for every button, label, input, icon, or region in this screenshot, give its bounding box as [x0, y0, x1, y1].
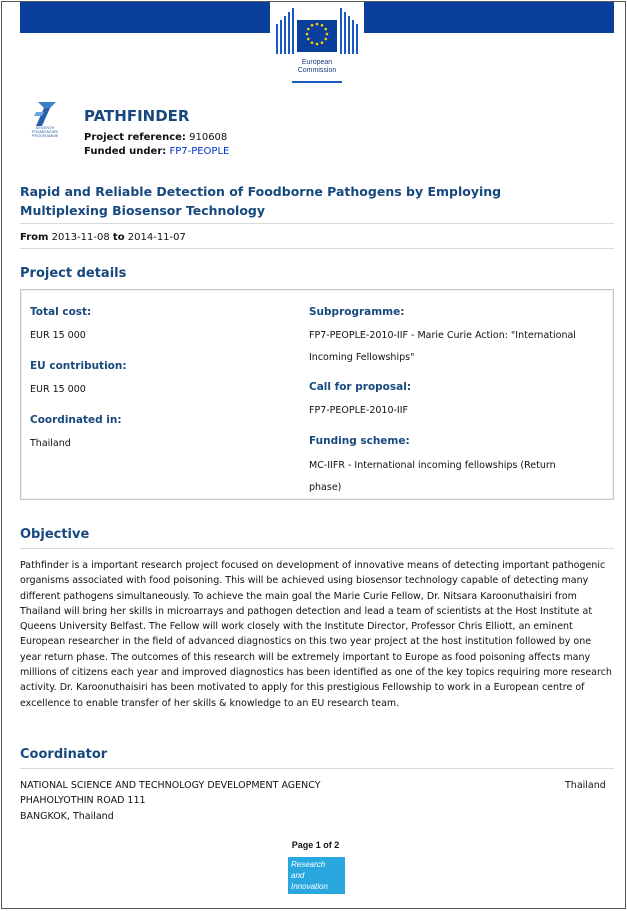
- call-for-proposal-value: FP7-PEOPLE-2010-IIF: [309, 405, 408, 416]
- from-date: 2013-11-08: [51, 232, 110, 243]
- document-page: [1, 1, 626, 909]
- project-dates: [20, 232, 186, 243]
- project-details-box: [20, 289, 614, 500]
- divider: [20, 223, 614, 224]
- coordinator-city: BANGKOK, Thailand: [20, 810, 114, 822]
- divider: [20, 768, 614, 769]
- project-reference: [84, 132, 227, 143]
- coordinated-in-value: Thailand: [30, 438, 71, 449]
- coordinated-in-label: Coordinated in:: [30, 414, 122, 426]
- divider: [20, 248, 614, 249]
- project-reference-label: Project reference:: [84, 132, 186, 143]
- ec-logo-text: [270, 59, 364, 75]
- page-number: Page 1 of 2: [291, 840, 340, 850]
- ri-logo-line2: and Innovation: [291, 871, 328, 891]
- from-label: From: [20, 232, 49, 243]
- call-for-proposal-label: Call for proposal:: [309, 381, 412, 393]
- research-and-innovation-logo: [288, 857, 345, 894]
- coordinator-heading: Coordinator: [20, 747, 108, 762]
- eu-contribution-label: EU contribution:: [30, 360, 127, 372]
- project-acronym: PATHFINDER: [84, 107, 190, 125]
- project-details-heading: Project details: [20, 266, 127, 281]
- objective-text: Pathfinder is a important research project focused on development of innovative means of detecting important pathogenic organisms associated with food poisoning. This will be achieved using biosensor technology capable of detecting many different pathogens simultaneously. To achieve the main goal the Marie Curie Fellow, Dr. Nitsara Karoonuthaisiri from Thailand will bring her skills in microarrays and pathogen detection and lead a team of scientists at the Host Institute at Queens University Belfast. The Fellow will work closely with the Institute Director, Professor Chris Elliott, an eminent European researcher in the field of advanced diagnostics on this two year project at the host institution followed by one year return phase. The outcomes of this research will be extremely important to Europe as food poisoning affects many millions of citizens each year and improved diagnostics has been identified as one of the key topics requiring more research activity. Dr. Karoonuthaisiri has been motivated to apply for this prestigious Fellowship to work in a European centre of excellence to enable transfer of her skills & knowledge to an EU research team.: [20, 560, 612, 709]
- coordinator-street: PHAHOLYOTHIN ROAD 111: [20, 795, 146, 807]
- funded-under: [84, 146, 229, 157]
- total-cost-value: EUR 15 000: [30, 330, 86, 341]
- funded-under-link[interactable]: FP7-PEOPLE: [169, 146, 230, 157]
- eu-contribution-value: EUR 15 000: [30, 384, 86, 395]
- coordinator-address: [20, 778, 321, 824]
- ec-logo-underline: [292, 81, 342, 83]
- subprogramme-value: FP7-PEOPLE-2010-IIF - Marie Curie Action: "International Incoming Fellowships": [309, 330, 576, 363]
- fp7-logo-caption: SEVENTH FRAMEWORK PROGRAMME: [31, 125, 59, 138]
- european-commission-logo: [270, 2, 364, 84]
- coordinator-name: NATIONAL SCIENCE AND TECHNOLOGY DEVELOPMENT AGENCY: [20, 780, 321, 791]
- ec-logo-line2: Commission: [297, 67, 337, 74]
- funding-scheme-label: Funding scheme:: [309, 435, 410, 447]
- coordinator-country: Thailand: [565, 780, 606, 791]
- funded-under-label: Funded under:: [84, 146, 167, 157]
- divider: [20, 548, 614, 549]
- to-date: 2014-11-07: [127, 232, 186, 243]
- ri-logo-line1: Research: [291, 860, 326, 869]
- ec-logo-line1: European: [301, 59, 333, 66]
- project-title: Rapid and Reliable Detection of Foodborne Pathogens by Employing Multiplexing Biosensor Technology: [20, 184, 502, 218]
- objective-heading: Objective: [20, 527, 90, 542]
- to-label: to: [112, 232, 125, 243]
- total-cost-label: Total cost:: [30, 306, 92, 318]
- subprogramme-label: Subprogramme:: [309, 306, 405, 318]
- funding-scheme-value: MC-IIFR - International incoming fellowships (Return phase): [309, 460, 556, 493]
- header-banner: [20, 2, 614, 86]
- ec-building-icon: [270, 2, 364, 57]
- project-reference-value: 910608: [189, 132, 228, 143]
